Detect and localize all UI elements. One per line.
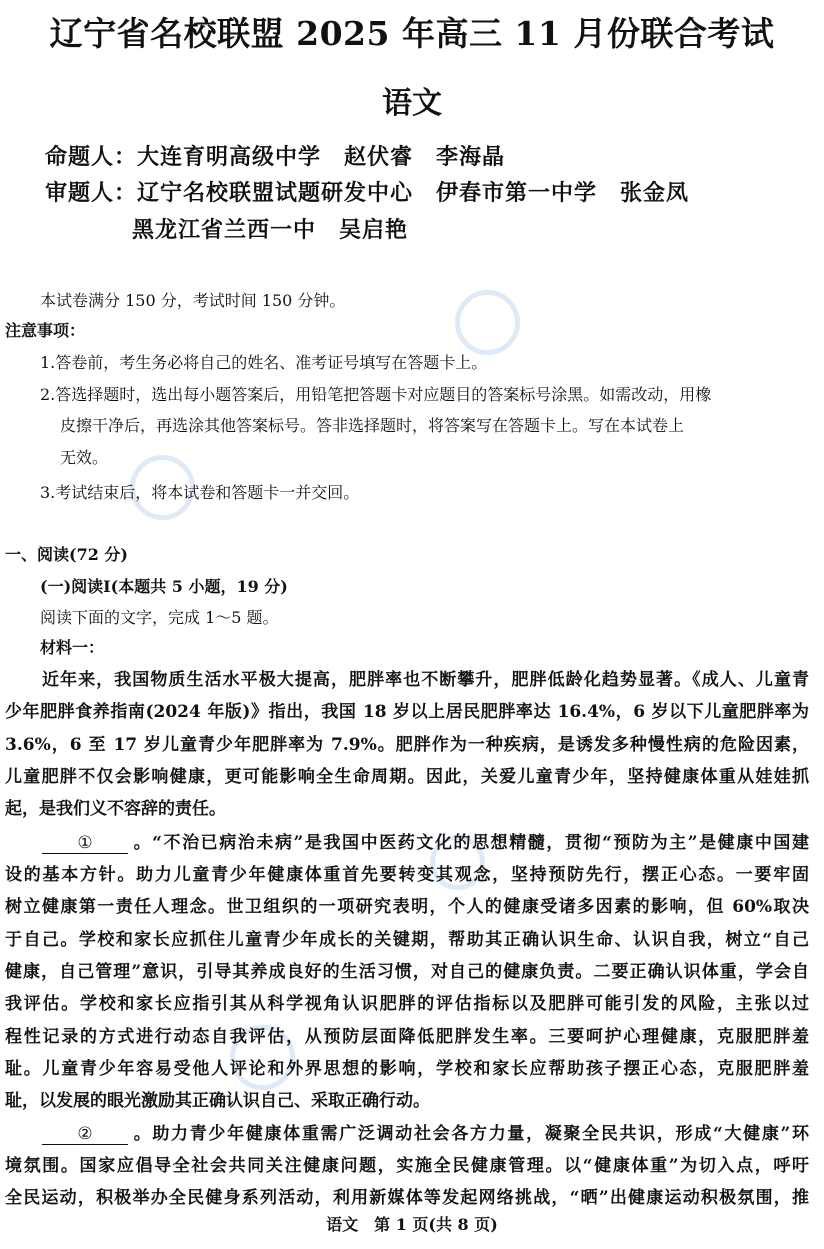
exam-title: 辽宁省名校联盟 2025 年高三 11 月份联合考试: [49, 14, 775, 53]
notice-item: 3.考试结束后，将本试卷和答题卡一并交回。: [40, 483, 360, 502]
subject-title: 语文: [382, 86, 442, 121]
passage-line-text: 程性记录的方式进行动态自我评估，从预防层面降低肥胖发生率。三要呵护心理健康，克服肥胖羞: [5, 1027, 809, 1047]
notice-item: 皮擦干净后，再选涂其他答案标号。答非选择题时，将答案写在答题卡上。写在本试卷上: [60, 416, 685, 435]
fill-in-blank: ②: [42, 1124, 128, 1145]
section-subtitle: (一)阅读Ⅰ(本题共 5 小题，19 分): [40, 577, 288, 596]
passage-line: [5, 895, 809, 919]
passage-line: [5, 960, 809, 984]
passage-line: [5, 1089, 430, 1113]
passage-line: [5, 1025, 809, 1049]
passage-line-text: 全民运动，积极举办全民健身系列活动，利用新媒体等发起网络挑战，“晒”出健康运动积极氛围，推: [5, 1188, 809, 1208]
notice-item: 2.答选择题时，选出每小题答案后，用铅笔把答题卡对应题目的答案标号涂黑。如需改动，用橡: [40, 385, 712, 404]
author-line: 命题人：大连育明高级中学 赵伏睿 李海晶: [45, 144, 506, 170]
passage-line-text: 儿童肥胖不仅会影响健康，更可能影响全生命周期。因此，关爱儿童青少年，坚持健康体重从娃娃抓: [5, 767, 809, 787]
passage-line: [5, 1057, 809, 1081]
passage-line: [5, 928, 809, 952]
notice-item: 1.答卷前，考生务必将自己的姓名、准考证号填写在答题卡上。: [40, 353, 488, 372]
passage-line: [42, 668, 809, 692]
passage-line-text: 耻。儿童青少年容易受他人评论和外界思想的影响，学校和家长应帮助孩子摆正心态，克服肥胖羞: [5, 1059, 809, 1079]
passage-line-text: 境氛围。国家应倡导全社会共同关注健康问题，实施全民健康管理。以“健康体重”为切入点，呼吁: [5, 1156, 809, 1176]
passage-line-text: 近年来，我国物质生活水平极大提高，肥胖率也不断攀升，肥胖低龄化趋势显著。《成人、儿童青: [42, 670, 809, 690]
page-footer: 语文 第 1 页(共 8 页): [326, 1215, 498, 1234]
watermark-logo: [455, 290, 520, 355]
passage-line: [5, 765, 809, 789]
passage-line: [42, 831, 809, 855]
passage-line-text: 设的基本方针。助力儿童青少年健康体重首先要转变其观念，坚持预防先行，摆正心态。一要牢固: [5, 865, 809, 885]
passage-line: [5, 1154, 809, 1178]
passage-line-text: 耻，以发展的眼光激励其正确认识自己、采取正确行动。: [5, 1091, 430, 1111]
passage-line: [42, 1122, 809, 1146]
passage-line-text: 少年肥胖食养指南(2024 年版)》指出，我国 18 岁以上居民肥胖率达 16.4%，6 岁以下儿童肥胖率为: [5, 702, 809, 722]
passage-line-text: 我评估。学校和家长应指引其从科学视角认识肥胖的评估指标以及肥胖可能引发的风险，主张以过: [5, 994, 809, 1014]
passage-line: [5, 797, 226, 821]
passage-line-text: 3.6%，6 至 17 岁儿童青少年肥胖率为 7.9%。肥胖作为一种疾病，是诱发多种慢性病的危险因素，: [5, 735, 809, 755]
material-label: 材料一：: [40, 638, 105, 657]
reviewer-line-2: 黑龙江省兰西一中 吴启艳: [132, 217, 409, 243]
score-line: 本试卷满分 150 分，考试时间 150 分钟。: [40, 291, 346, 310]
passage-line: [5, 992, 809, 1016]
passage-line-text: 于自己。学校和家长应抓住儿童青少年成长的关键期，帮助其正确认识生命、认识自我，树立“自己: [5, 930, 809, 950]
passage-line: [5, 863, 809, 887]
passage-line-text: 。助力青少年健康体重需广泛调动社会各方力量，凝聚全民共识，形成“大健康”环: [132, 1124, 809, 1144]
passage-line-text: 树立健康第一责任人理念。世卫组织的一项研究表明，个人的健康受诸多因素的影响，但 60%取决: [5, 897, 809, 917]
fill-in-blank: ①: [42, 833, 128, 854]
reviewer-line: 审题人：辽宁名校联盟试题研发中心 伊春市第一中学 张金凤: [45, 180, 690, 206]
passage-line: [5, 700, 809, 724]
section-title: 一、阅读(72 分): [5, 545, 128, 564]
notice-item: 无效。: [60, 448, 109, 467]
passage-line-text: 健康，自己管理”意识，引导其养成良好的生活习惯，对自己的健康负责。二要正确认识体重，学会自: [5, 962, 809, 982]
notice-heading: 注意事项：: [5, 321, 86, 340]
reading-prompt: 阅读下面的文字，完成 1～5 题。: [40, 608, 279, 627]
passage-line: [5, 733, 809, 757]
passage-line: [5, 1186, 809, 1210]
passage-line-text: 。“不治已病治未病”是我国中医药文化的思想精髓，贯彻“预防为主”是健康中国建: [132, 833, 809, 853]
passage-line-text: 起，是我们义不容辞的责任。: [5, 799, 226, 819]
